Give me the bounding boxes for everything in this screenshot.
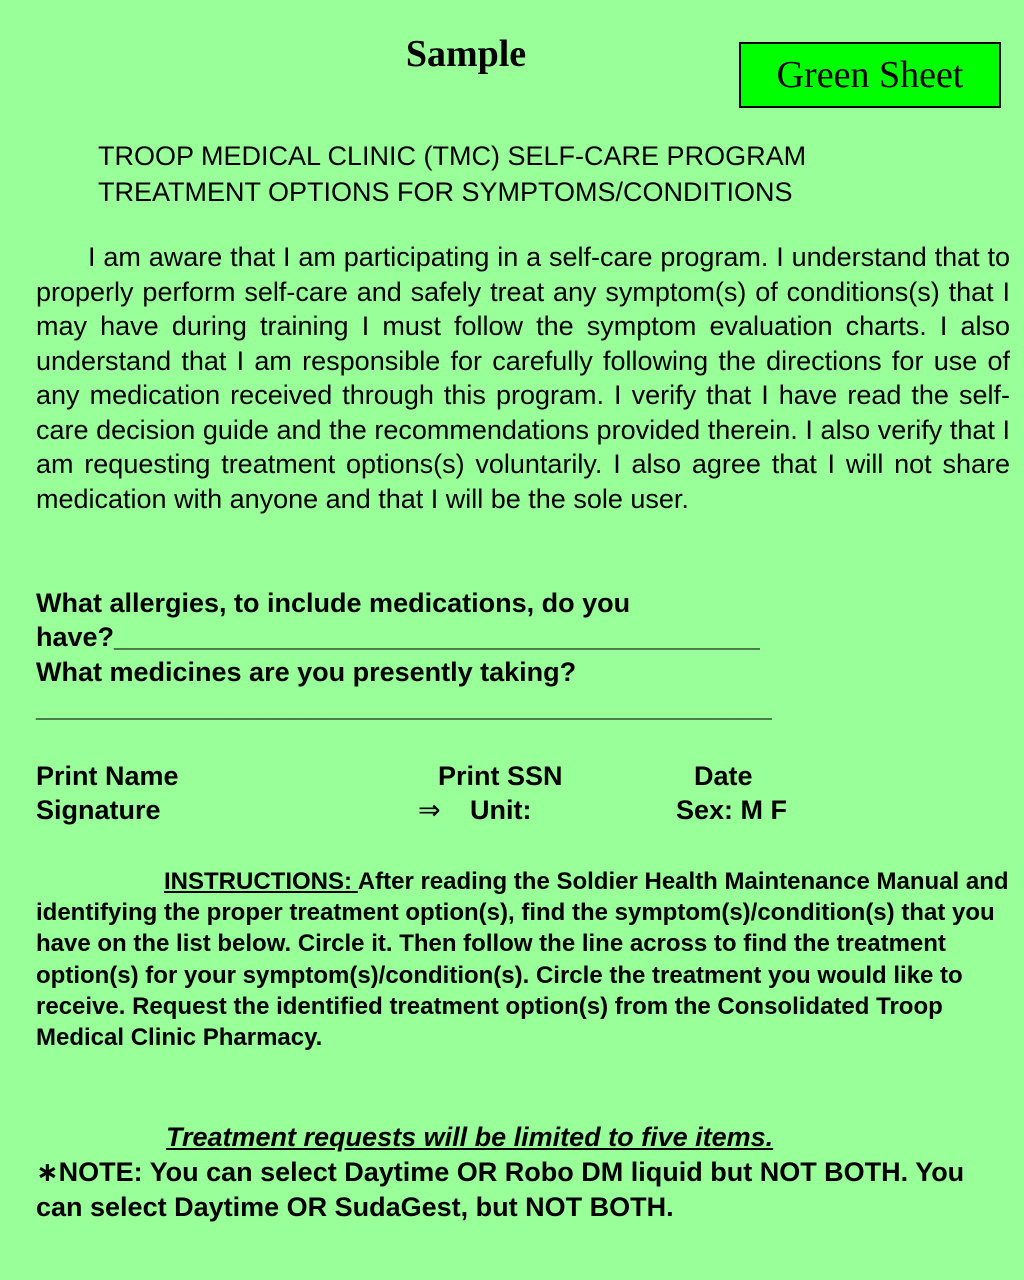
program-heading-line-2: TREATMENT OPTIONS FOR SYMPTOMS/CONDITIONS [98, 177, 793, 207]
signature-label: Signature [36, 795, 161, 825]
program-heading [98, 138, 806, 210]
sex-label: Sex: M F [676, 795, 788, 825]
instructions-paragraph [36, 866, 1010, 1053]
date-label: Date [694, 761, 753, 791]
instructions-text: After reading the Soldier Health Maintenance Manual and identifying the proper treatment option(s), find the symptom(s)/condition(s) that you have on the list below. Circle it. Then follow the line across to find the treatment option(s) for your symptom(s)/condition(s). Circle the treatment you would like to receive. Request the identified treatment option(s) from the Consolidated Troop Medical Clinic Pharmacy. [36, 868, 1009, 1052]
allergies-answer-line: have?___________________________________________ [36, 622, 760, 652]
asterisk-icon: ∗ [36, 1157, 59, 1187]
note-paragraph [36, 1155, 1016, 1225]
page-title: Sample [405, 33, 527, 75]
green-sheet-label: Green Sheet [776, 54, 964, 96]
right-arrow-icon: ⇒ [418, 795, 441, 825]
unit-label: Unit: [470, 795, 532, 825]
limit-notice: Treatment requests will be limited to five items. [166, 1122, 774, 1152]
green-sheet-badge [739, 42, 1001, 108]
print-ssn-label: Print SSN [438, 761, 563, 791]
program-heading-line-1: TROOP MEDICAL CLINIC (TMC) SELF-CARE PROGRAM [98, 141, 807, 171]
medicines-question: What medicines are you presently taking? [36, 657, 577, 687]
allergies-question: What allergies, to include medications, do you [36, 588, 631, 618]
print-name-label: Print Name [36, 761, 179, 791]
medicines-answer-line: _________________________________________________ [36, 692, 772, 722]
instructions-label: INSTRUCTIONS: [164, 868, 358, 895]
consent-paragraph: I am aware that I am participating in a self-care program. I understand that to properly perform self-care and safely treat any symptom(s) of conditions(s) that I may have during training I must follow the symptom evaluation charts. I also understand that I am responsible for carefully following the directions for use of any medication received through this program. I verify that I have read the self-care decision guide and the recommendations provided therein. I also verify that I am requesting treatment options(s) voluntarily. I also agree that I will not share medication with anyone and that I will be the sole user. [36, 242, 1010, 514]
note-text: NOTE: You can select Daytime OR Robo DM liquid but NOT BOTH. You can select Daytime OR SudaGest, but NOT BOTH. [36, 1157, 965, 1222]
